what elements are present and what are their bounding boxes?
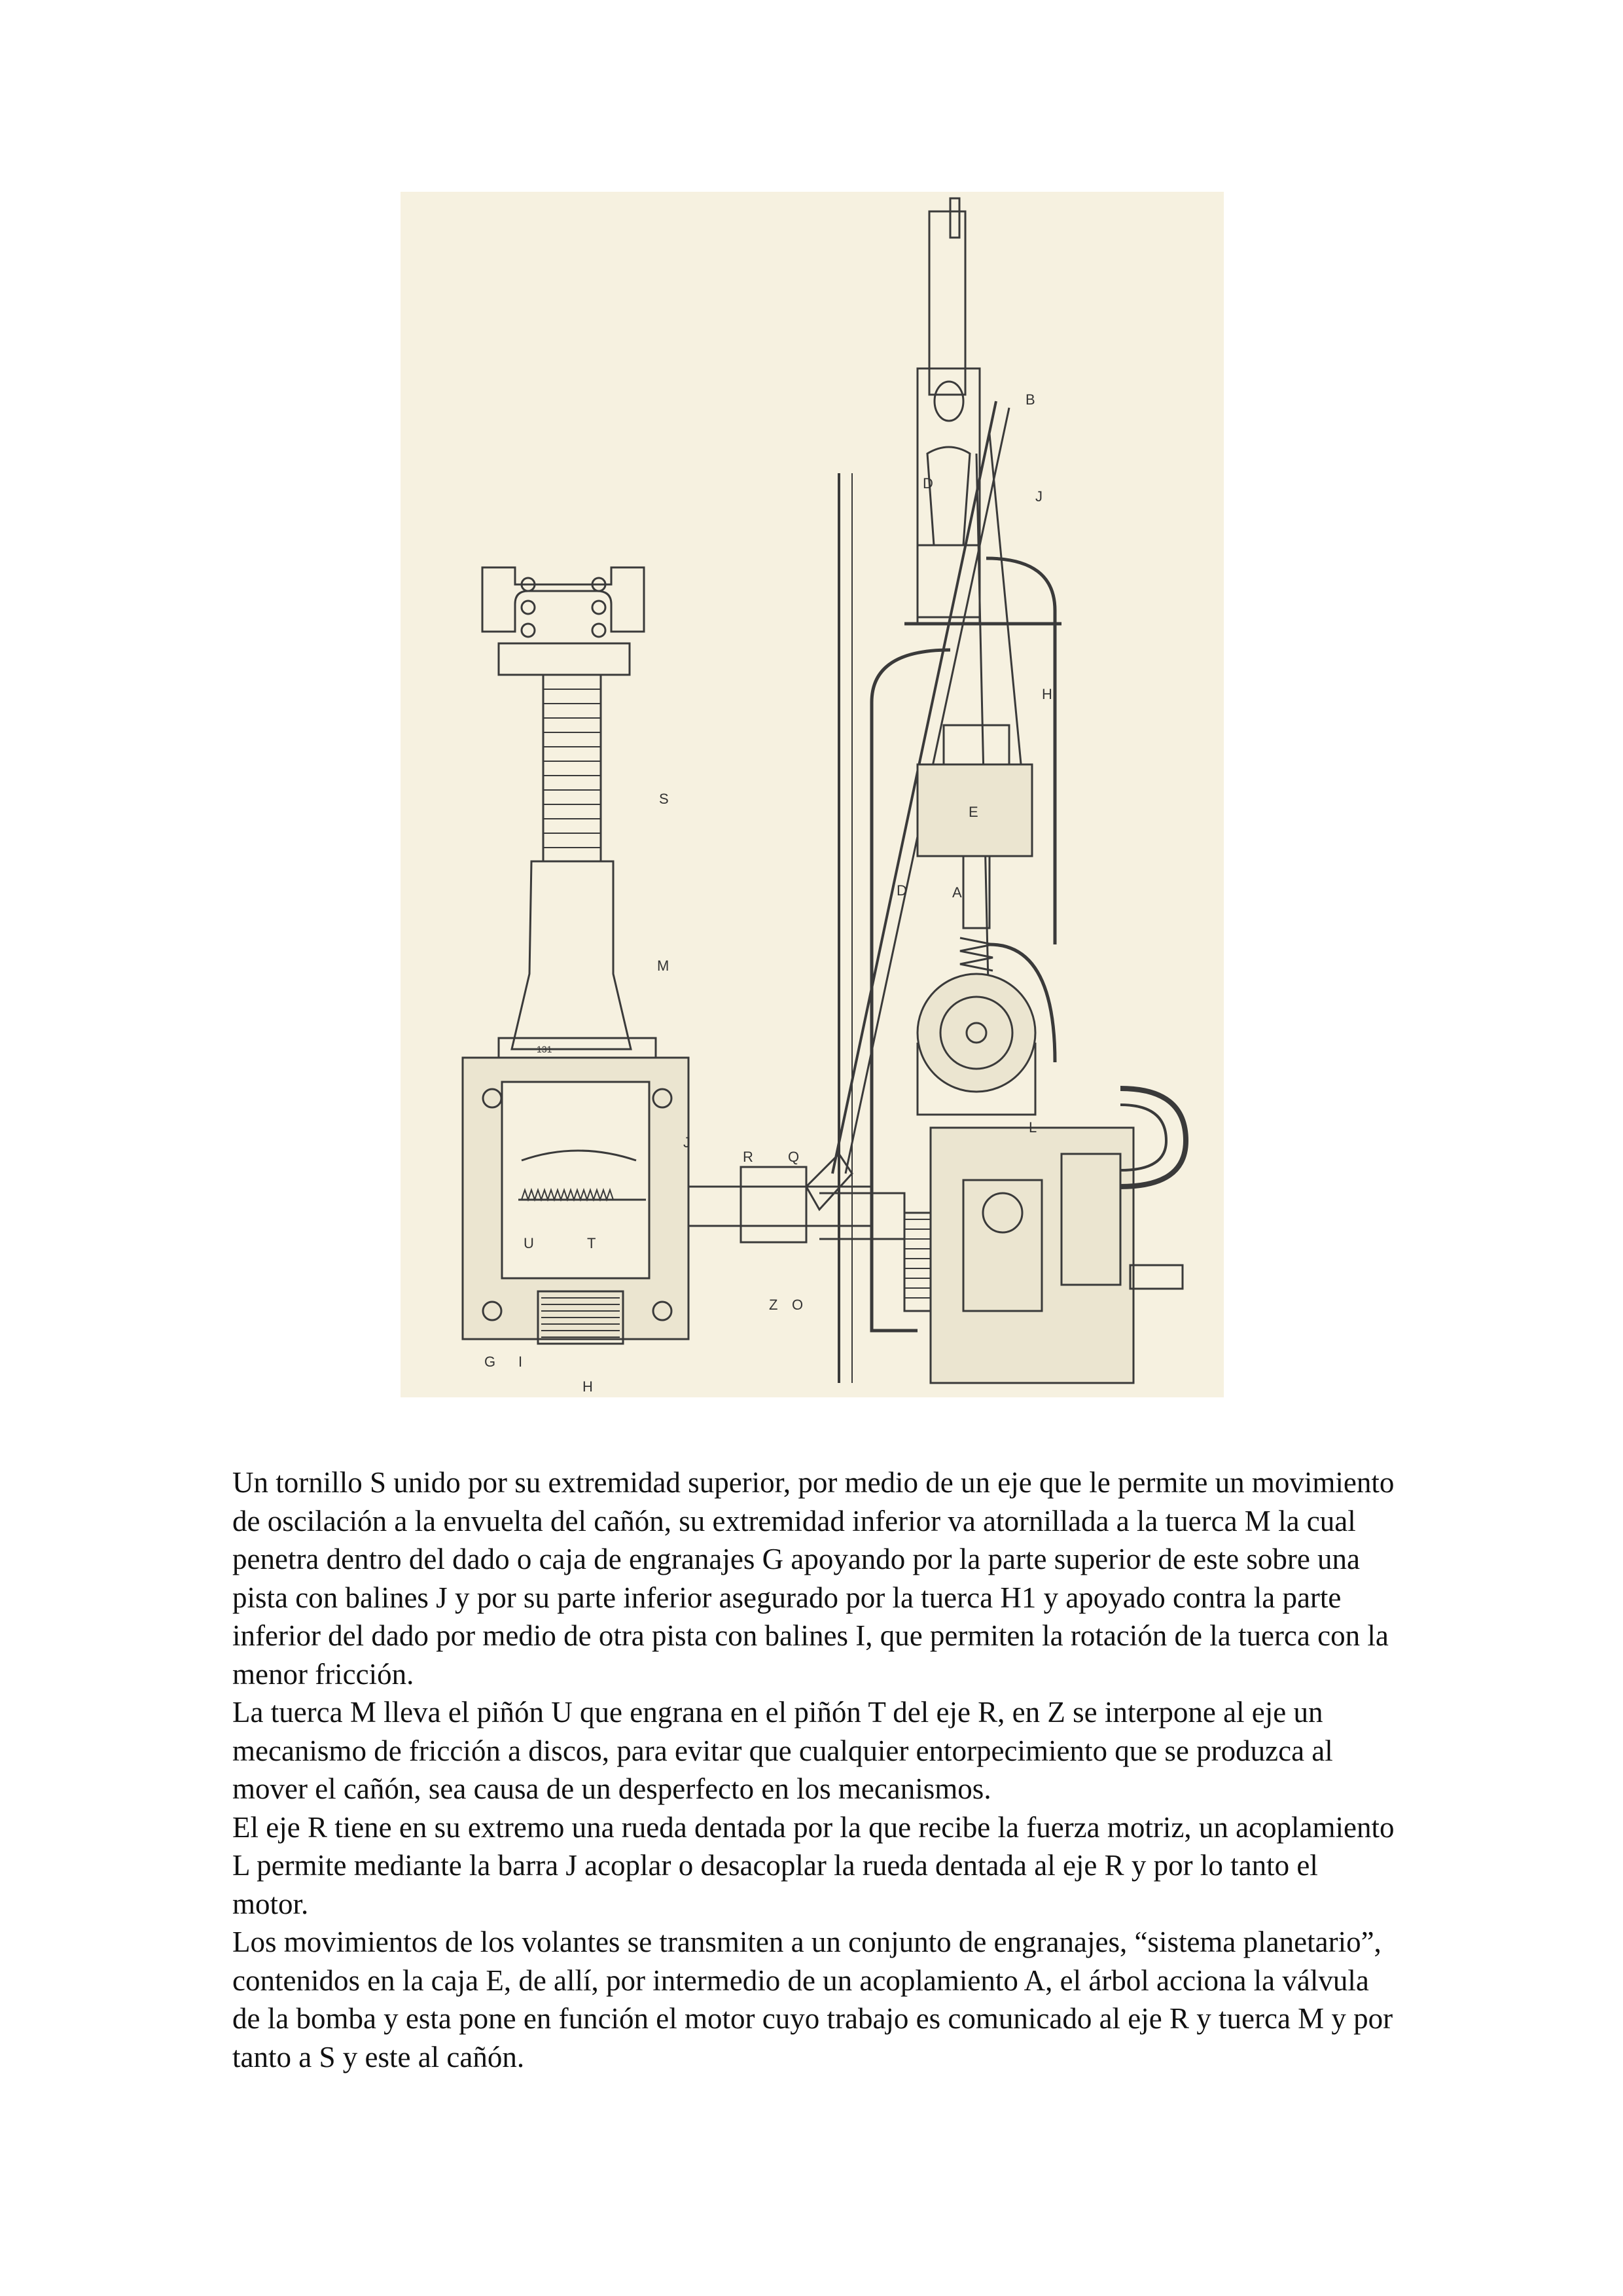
description-text bbox=[232, 1463, 1397, 2076]
label-g: G bbox=[484, 1354, 496, 1370]
label-j-right: J bbox=[1035, 488, 1043, 505]
paragraph-4: Los movimientos de los volantes se transmiten a un conjunto de engranajes, “sistema planetario”, contenidos en la caja E, de allí, por intermedio de un acoplamiento A, el árbol acciona la válvula de la bomba y esta pone en función el motor cuyo trabajo es comunicado al eje R y tuerca M y por tanto a S y este al cañón. bbox=[232, 1926, 1393, 2073]
mechanism-illustration bbox=[401, 192, 1224, 1397]
label-z: Z bbox=[769, 1297, 778, 1313]
u-bracket bbox=[482, 567, 644, 632]
mechanism-drawing bbox=[401, 192, 1224, 1397]
label-m: M bbox=[657, 958, 669, 974]
bevel-gear-q bbox=[806, 1154, 852, 1210]
label-s: S bbox=[659, 791, 669, 807]
nut-m bbox=[512, 861, 631, 1049]
label-e: E bbox=[969, 804, 978, 820]
label-plate: 131 bbox=[537, 1044, 552, 1054]
paragraph-1: Un tornillo S unido por su extremidad superior, por medio de un eje que le permite un movimiento de oscilación a la envuelta del cañón, su extremidad inferior va atornillada a la tuerca M la cual penetra dentro del dado o caja de engranajes G apoyando por la parte superior de este sobre una pista con balines J y por su parte inferior asegurado por la tuerca H1 y apoyado contra la parte inferior del dado por medio de otra pista con balines I, que permiten la rotación de la tuerca con la menor fricción. bbox=[232, 1466, 1395, 1691]
label-i: I bbox=[518, 1354, 523, 1370]
label-o: O bbox=[792, 1297, 804, 1313]
label-h-bottom: H bbox=[582, 1378, 593, 1395]
label-t: T bbox=[587, 1235, 596, 1251]
label-j-left: J bbox=[683, 1134, 690, 1151]
label-u: U bbox=[524, 1235, 534, 1251]
bracket-base bbox=[499, 643, 630, 675]
label-h-right: H bbox=[1042, 686, 1052, 702]
pump-housing bbox=[918, 974, 1035, 1092]
paragraph-2: La tuerca M lleva el piñón U que engrana en el piñón T del eje R, en Z se interpone al eje un mecanismo de fricción a discos, para evitar que cualquier entorpecimiento que se produzca al mover el cañón, sea causa de un desperfecto en los mecanismos. bbox=[232, 1696, 1333, 1805]
label-d-mid: D bbox=[897, 882, 907, 899]
motor-base bbox=[931, 1128, 1133, 1383]
label-d-top: D bbox=[923, 475, 933, 492]
label-a: A bbox=[952, 884, 962, 901]
label-r: R bbox=[743, 1149, 753, 1165]
label-q: Q bbox=[788, 1149, 800, 1165]
screw-s bbox=[543, 675, 601, 861]
top-handwheel-shaft bbox=[929, 211, 965, 395]
paragraph-3: El eje R tiene en su extremo una rueda dentada por la que recibe la fuerza motriz, un acoplamiento L permite mediante la barra J acoplar o desacoplar la rueda dentada al eje R y por lo tanto el motor. bbox=[232, 1810, 1395, 1920]
drive-gear bbox=[904, 1213, 931, 1311]
friction-coupling-z bbox=[741, 1167, 806, 1242]
label-b: B bbox=[1026, 391, 1035, 408]
label-l: L bbox=[1029, 1119, 1037, 1136]
